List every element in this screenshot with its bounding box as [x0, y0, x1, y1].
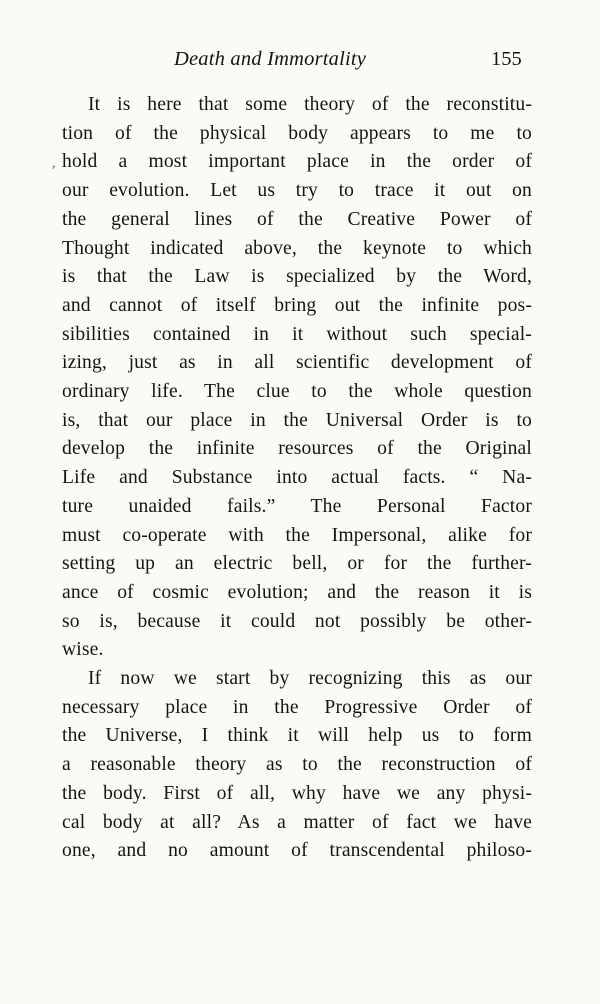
text-line: the body. First of all, why have we any physi-	[62, 782, 532, 804]
text-line: wise.	[62, 639, 104, 661]
text-line: If now we start by recognizing this as our	[88, 668, 532, 689]
text-line: Thought indicated above, the keynote to which	[62, 237, 532, 259]
text-line: one, and no amount of transcendental philoso-	[62, 840, 532, 862]
text-line: cal body at all? As a matter of fact we have	[62, 811, 532, 833]
text-line: is, that our place in the Universal Order is to	[62, 409, 532, 431]
text-line: tion of the physical body appears to me to	[62, 122, 532, 144]
text-line: must co-operate with the Impersonal, alike for	[62, 524, 532, 546]
text-line: is that the Law is specialized by the Word,	[62, 266, 532, 288]
text-line: develop the infinite resources of the Original	[62, 438, 532, 460]
text-line: setting up an electric bell, or for the further-	[62, 553, 532, 575]
text-line: the general lines of the Creative Power of	[62, 208, 532, 230]
running-head	[0, 45, 600, 75]
text-line: hold a most important place in the order of	[62, 151, 532, 173]
text-line: sibilities contained in it without such special-	[62, 323, 532, 345]
text-line: our evolution. Let us try to trace it out on	[62, 180, 532, 202]
text-line: izing, just as in all scientific development of	[62, 352, 532, 374]
running-title: Death and Immortality	[174, 48, 367, 70]
margin-mark: ,	[52, 156, 56, 171]
text-line: and cannot of itself bring out the infinite pos-	[62, 294, 532, 316]
text-line: ordinary life. The clue to the whole question	[62, 381, 532, 402]
text-line: Life and Substance into actual facts. “ Na-	[62, 467, 532, 489]
text-line: so is, because it could not possibly be other-	[62, 610, 532, 632]
text-line: necessary place in the Progressive Order of	[62, 696, 532, 718]
text-line: a reasonable theory as to the reconstruction of	[62, 754, 532, 776]
page-number: 155	[491, 48, 522, 70]
text-line: It is here that some theory of the reconstitu-	[88, 94, 532, 115]
text-line: the Universe, I think it will help us to form	[62, 725, 532, 747]
text-line: ture unaided fails.” The Personal Factor	[62, 495, 532, 517]
text-line: ance of cosmic evolution; and the reason it is	[62, 581, 532, 603]
